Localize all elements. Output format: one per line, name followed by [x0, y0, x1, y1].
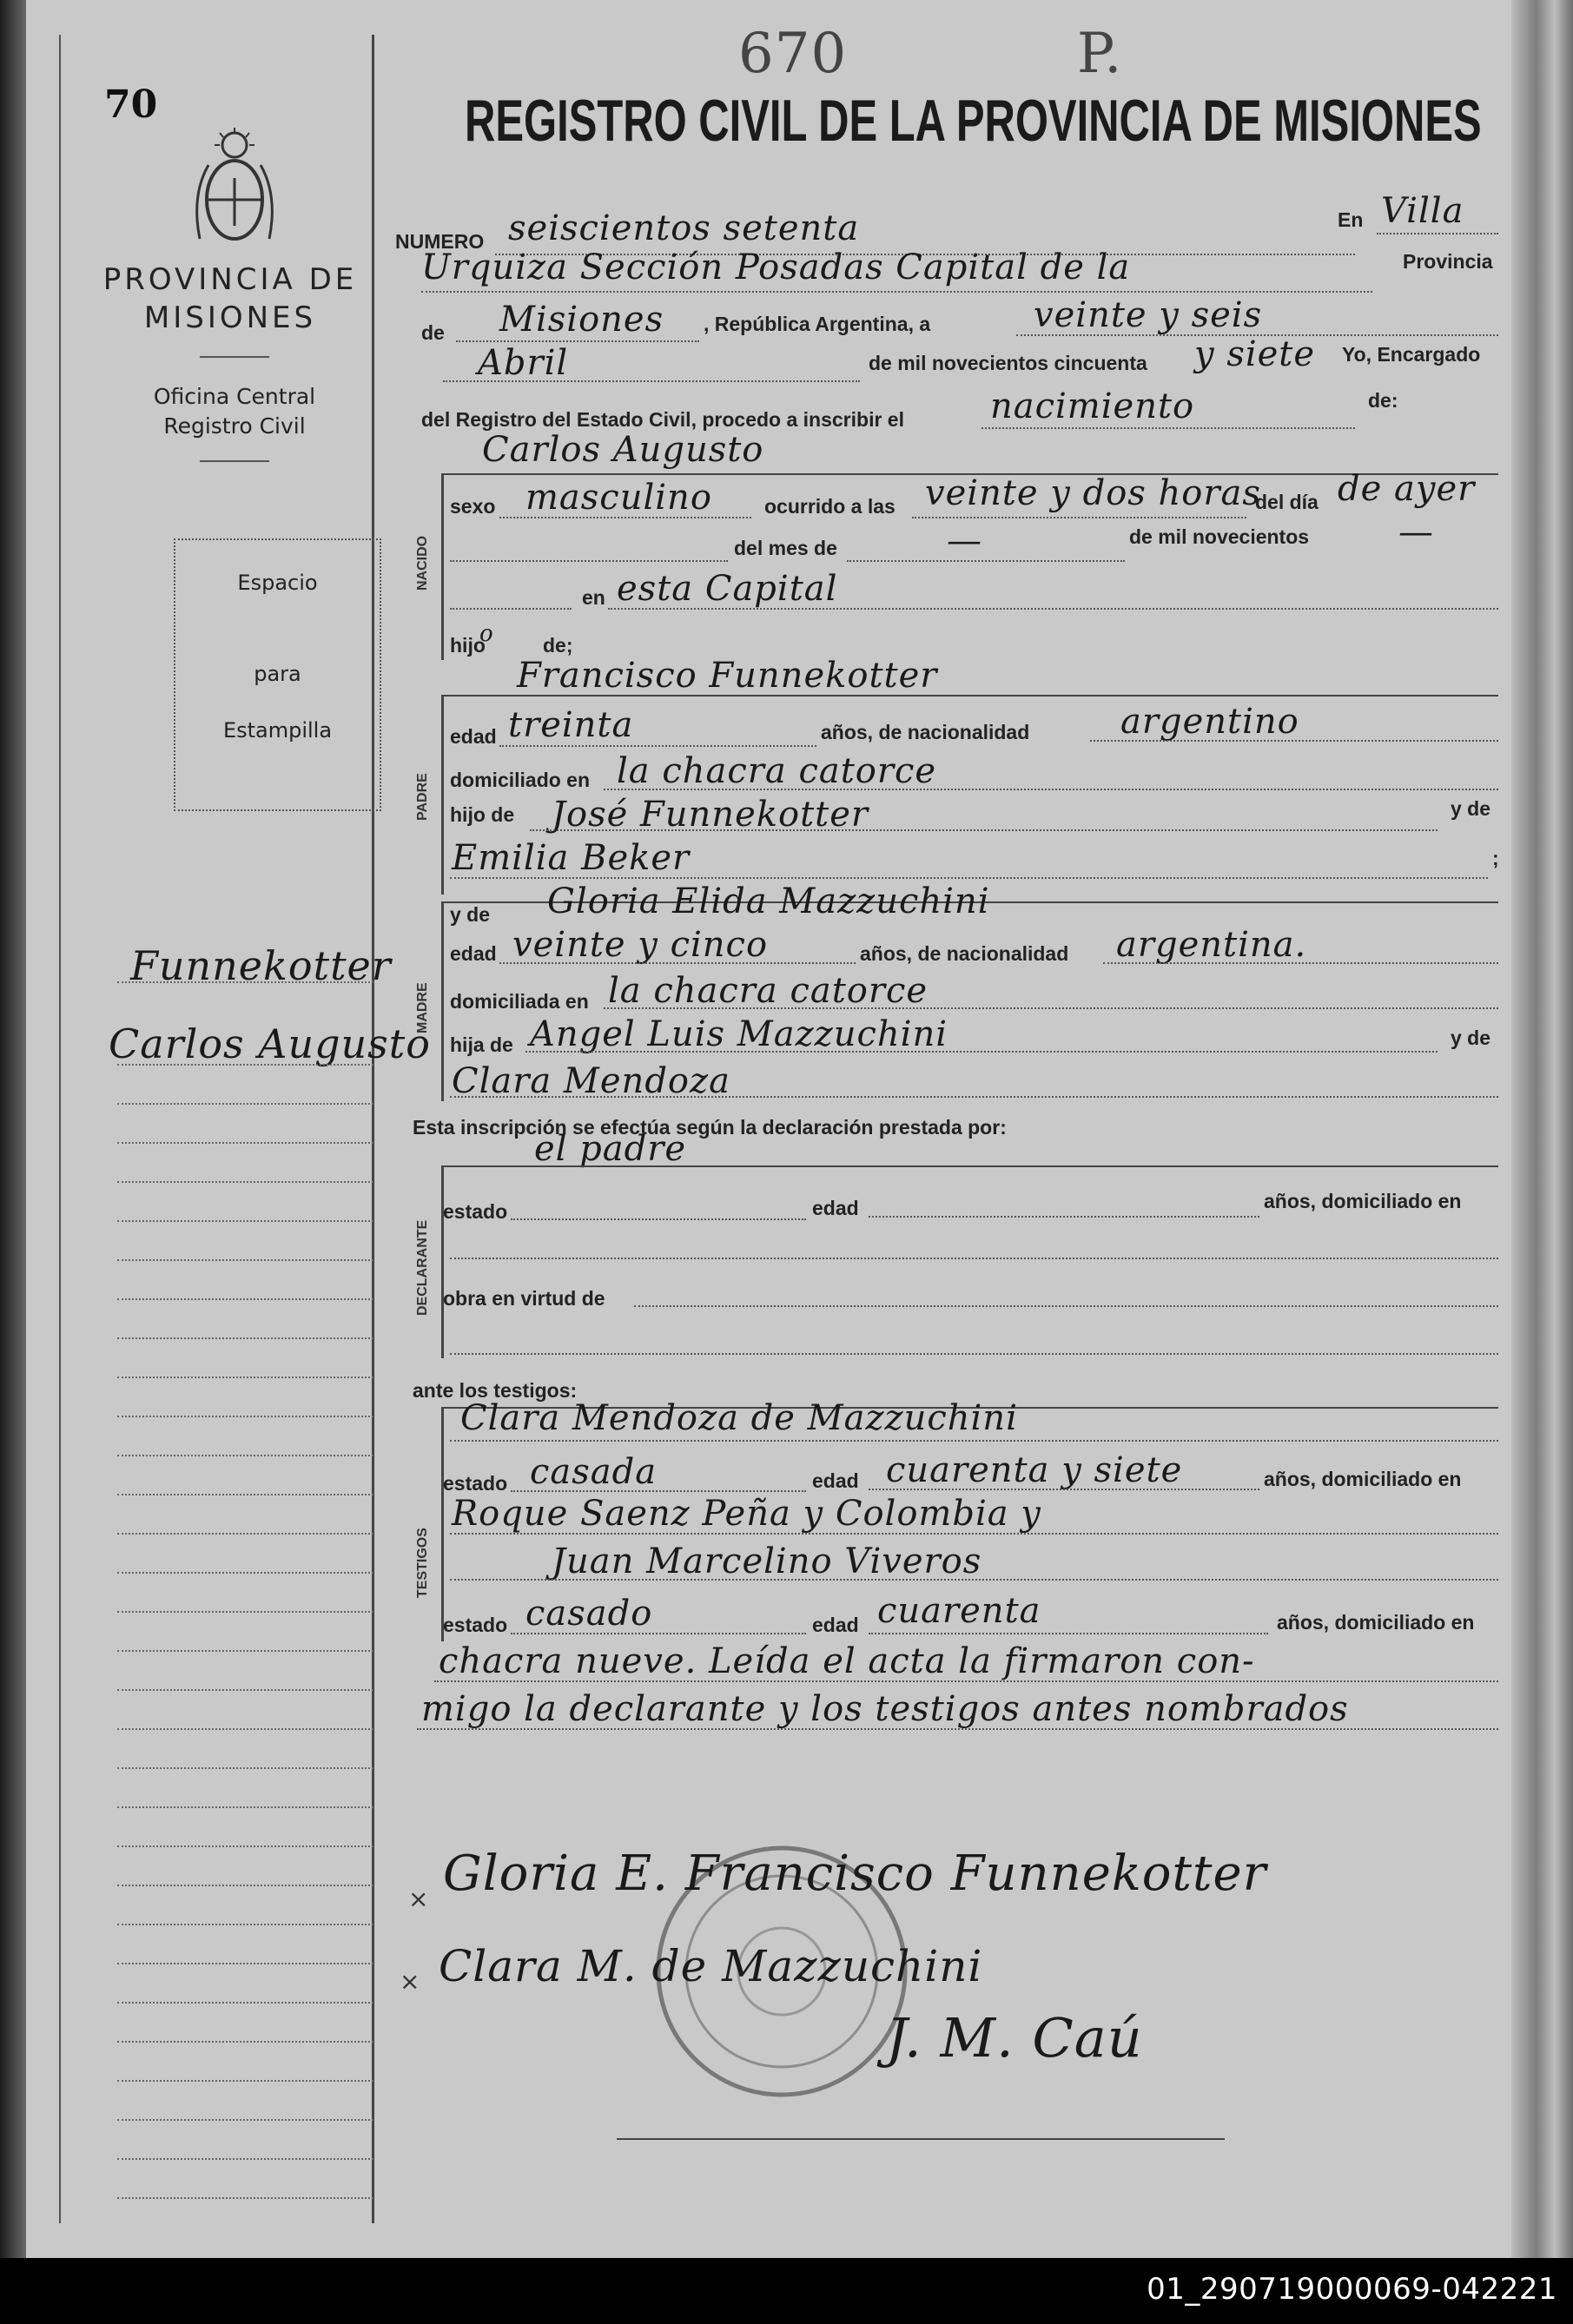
fill-line [450, 1353, 1498, 1355]
madre-y-de-label: y de [450, 903, 491, 926]
margin-rule [117, 1416, 373, 1417]
margin-note-name: Carlos Augusto [109, 1020, 431, 1067]
padre-dom-label: domiciliado en [450, 769, 591, 791]
page-edges [1511, 0, 1573, 2258]
margin-rule [117, 1181, 373, 1183]
margin-rule [117, 1885, 373, 1886]
margin-rule [117, 1611, 373, 1613]
testigo1-edad-label: edad [812, 1469, 859, 1492]
hora-value: veinte y dos horas [925, 473, 1261, 513]
declarante-intro: Esta inscripción se efectúa según la declaración prestada por: [413, 1116, 1007, 1139]
fill-line [450, 1579, 1498, 1581]
testigo1-edad: cuarenta y siete [886, 1450, 1183, 1490]
margin-rule [117, 1963, 373, 1964]
fill-line [1103, 962, 1498, 964]
closing-line: migo la declarante y los testigos antes nombrados [421, 1689, 1349, 1729]
section-bracket [441, 695, 444, 895]
sexo-value: masculino [525, 478, 712, 518]
stamp-label-3: Estampilla [222, 718, 333, 743]
padre-mother-value: Emilia Beker [452, 838, 691, 878]
stamp-label-2: para [254, 662, 301, 686]
divider [200, 356, 269, 358]
margin-rule [117, 2119, 373, 2121]
declarante-estado-label: estado [443, 1200, 508, 1223]
section-bracket [441, 901, 444, 1101]
fill-line [608, 608, 1498, 610]
margin-rule [117, 1337, 373, 1339]
margin-rule [117, 1298, 373, 1300]
en-label: En [1338, 208, 1364, 231]
testigo2-estado-label: estado [443, 1614, 508, 1636]
anio-label: de mil novecientos [1129, 525, 1310, 548]
testigo2-edad: cuarenta [877, 1591, 1041, 1631]
madre-nac-value: argentina. [1116, 925, 1307, 965]
fill-line [450, 1258, 1498, 1259]
madre-dom-value: la chacra catorce [608, 971, 929, 1011]
fill-line [604, 789, 1498, 790]
fill-line [450, 1533, 1498, 1535]
place-line: Urquiza Sección Posadas Capital de la [421, 248, 1131, 287]
fill-line [499, 962, 856, 964]
stamp-label-1: Espacio [237, 571, 318, 595]
margin-rule [117, 1689, 373, 1691]
coat-of-arms-seal [187, 126, 282, 248]
stamp-space-box [174, 538, 381, 811]
de-label: de; [543, 634, 573, 657]
section-bracket [441, 473, 444, 660]
fill-line [450, 877, 1488, 879]
fill-line [869, 1489, 1259, 1490]
mes-label: del mes de [734, 537, 837, 559]
dia-value: veinte y seis [1034, 295, 1263, 335]
dia-value: de ayer [1338, 469, 1476, 509]
fill-line [981, 427, 1355, 429]
margin-rule [117, 1259, 373, 1261]
padre-name: Francisco Funnekotter [517, 656, 938, 696]
fill-line [499, 517, 751, 518]
madre-dom-label: domiciliada en [450, 990, 589, 1013]
acto-value: nacimiento [990, 386, 1195, 426]
madre-nac-label: años, de nacionalidad [860, 942, 1069, 965]
padre-nac-value: argentino [1120, 702, 1299, 742]
margin-rule [117, 2158, 373, 2160]
madre-edad-value: veinte y cinco [512, 925, 769, 965]
sidebar-separator [372, 35, 374, 2223]
provincia-label: Provincia [1403, 250, 1493, 273]
numero-label: NUMERO [395, 230, 485, 253]
anio-value: y siete [1194, 334, 1316, 374]
fill-line [847, 560, 1125, 562]
margin-rule [117, 1142, 373, 1144]
nacido-name: Carlos Augusto [482, 430, 764, 470]
de-label: de [421, 321, 445, 344]
office-heading: Oficina Central Registro Civil [153, 384, 316, 439]
mes-value: Abril [478, 343, 569, 383]
ocurrido-label: ocurrido a las [764, 495, 896, 518]
en-value: Villa [1381, 191, 1464, 231]
fill-line [869, 1216, 1259, 1218]
anio-value: — [1398, 512, 1434, 552]
register-sheet [26, 0, 1573, 2258]
lugar-value: esta Capital [617, 569, 838, 609]
signature-underline [617, 2138, 1225, 2140]
folio-number: 70 [104, 83, 158, 127]
padre-y-de: y de [1451, 797, 1491, 820]
madre-mother-value: Clara Mendoza [452, 1061, 730, 1101]
margin-rule [117, 2041, 373, 2043]
fill-line [434, 1680, 1498, 1682]
madre-hija-label: hija de [450, 1033, 513, 1056]
signature-marker: × [408, 1885, 429, 1913]
testigo1-name: Clara Mendoza de Mazzuchini [460, 1398, 1018, 1438]
divider [200, 460, 269, 462]
sexo-label: sexo [450, 495, 496, 518]
margin-rule [117, 2002, 373, 2004]
yo-label: Yo, Encargado [1342, 343, 1481, 366]
left-margin-rule [59, 35, 61, 2223]
page-title: REGISTRO CIVIL DE LA PROVINCIA DE MISIONES [465, 88, 1482, 154]
testigo2-dom-label: años, domiciliado en [1277, 1611, 1475, 1634]
padre-dom-value: la chacra catorce [617, 751, 937, 791]
fill-line [1090, 740, 1498, 742]
padre-semicolon: ; [1492, 847, 1499, 869]
padre-edad-label: edad [450, 725, 497, 748]
padre-nac-label: años, de nacionalidad [821, 721, 1030, 743]
margin-rule [117, 2080, 373, 2082]
fill-line [499, 745, 816, 747]
testigo2-dom-line: chacra nueve. Leída el acta la firmaron con- [439, 1641, 1255, 1681]
padre-edad-value: treinta [508, 705, 634, 745]
testigo1-estado: casada [530, 1452, 658, 1492]
declarante-obra-label: obra en virtud de [443, 1287, 605, 1310]
en-label: en [582, 586, 605, 609]
madre-edad-label: edad [450, 942, 497, 965]
mes-value: — [947, 521, 982, 561]
nacido-side-label: NACIDO [415, 535, 430, 591]
margin-rule [117, 1924, 373, 1925]
fill-line [511, 1490, 806, 1492]
testigo1-dom-label: años, domiciliado en [1264, 1468, 1462, 1490]
declarante-edad-label: edad [812, 1197, 859, 1219]
signature-3: J. M. Caú [886, 2006, 1143, 2070]
signature-1: Gloria E. Francisco Funnekotter [443, 1845, 1267, 1902]
padre-father-value: José Funnekotter [552, 795, 869, 835]
fill-line [421, 291, 1372, 293]
fill-line [525, 1051, 1438, 1053]
signature-2: Clara M. de Mazzuchini [439, 1941, 983, 1991]
provincia-value: Misiones [499, 300, 664, 340]
margin-rule [117, 981, 373, 983]
numero-value: seiscientos setenta [508, 208, 860, 248]
province-heading: PROVINCIA DE MISIONES [102, 262, 358, 335]
signature-marker: × [400, 1967, 420, 1996]
fill-line [1377, 233, 1498, 234]
testigo2-estado: casado [525, 1594, 653, 1634]
fill-line [511, 1218, 806, 1220]
hijo-suffix: o [479, 621, 494, 647]
fill-line [450, 560, 728, 562]
margin-rule [117, 1455, 373, 1456]
handwritten-letter: P. [1077, 22, 1123, 86]
margin-rule [117, 1533, 373, 1535]
fill-line [450, 1096, 1498, 1098]
image-caption: 01_290719000069-042221 [1147, 2272, 1557, 2307]
madre-side-label: MADRE [415, 982, 430, 1033]
fill-line [456, 340, 699, 342]
margin-note-surname: Funnekotter [130, 942, 392, 989]
fill-line [634, 1305, 1498, 1307]
padre-hijo-label: hijo de [450, 803, 515, 826]
declarante-value: el padre [534, 1129, 687, 1169]
declarante-side-label: DECLARANTE [415, 1219, 430, 1316]
fill-line [443, 380, 860, 382]
fill-line [450, 1440, 1498, 1442]
fill-line [869, 1633, 1268, 1634]
registro-label: del Registro del Estado Civil, procedo a inscribir el [421, 408, 904, 431]
margin-rule [117, 1767, 373, 1769]
fill-line [530, 829, 1438, 831]
testigo1-estado-label: estado [443, 1472, 508, 1495]
de2-label: de: [1368, 389, 1398, 412]
republica-label: , República Argentina, a [704, 313, 931, 335]
dia-label: del día [1255, 491, 1319, 513]
margin-rule [117, 1650, 373, 1652]
margin-rule [117, 1728, 373, 1730]
margin-rule [117, 1220, 373, 1222]
margin-rule [117, 2197, 373, 2199]
anio-label: de mil novecientos cincuenta [869, 352, 1147, 374]
handwritten-record-number: 670 [738, 22, 848, 86]
margin-rule [117, 1806, 373, 1808]
fill-line [912, 517, 1246, 518]
padre-side-label: PADRE [415, 773, 430, 821]
declarante-anios-label: años, domiciliado en [1264, 1190, 1462, 1212]
madre-y-de: y de [1451, 1027, 1491, 1049]
fill-line [417, 1728, 1498, 1730]
madre-father-value: Angel Luis Mazzuchini [530, 1014, 948, 1054]
testigo1-dom: Roque Saenz Peña y Colombia y [452, 1494, 1041, 1534]
margin-rule [117, 1103, 373, 1105]
testigo2-edad-label: edad [812, 1614, 859, 1636]
margin-rule [117, 1845, 373, 1847]
hijo-label: hijo [450, 634, 486, 657]
section-bracket [441, 1407, 444, 1641]
fill-line [604, 1007, 1498, 1009]
testigo2-name: Juan Marcelino Viveros [552, 1542, 982, 1581]
margin-rule [117, 1494, 373, 1495]
section-rule [443, 695, 1498, 697]
madre-name: Gloria Elida Mazzuchini [547, 881, 990, 921]
section-bracket [441, 1165, 444, 1358]
fill-line [511, 1633, 806, 1634]
margin-rule [117, 1064, 373, 1066]
section-rule [443, 1165, 1498, 1167]
margin-rule [117, 1377, 373, 1378]
margin-rule [117, 1572, 373, 1574]
testigos-side-label: TESTIGOS [415, 1528, 430, 1598]
testigos-intro: ante los testigos: [413, 1379, 578, 1402]
fill-line [450, 608, 572, 610]
